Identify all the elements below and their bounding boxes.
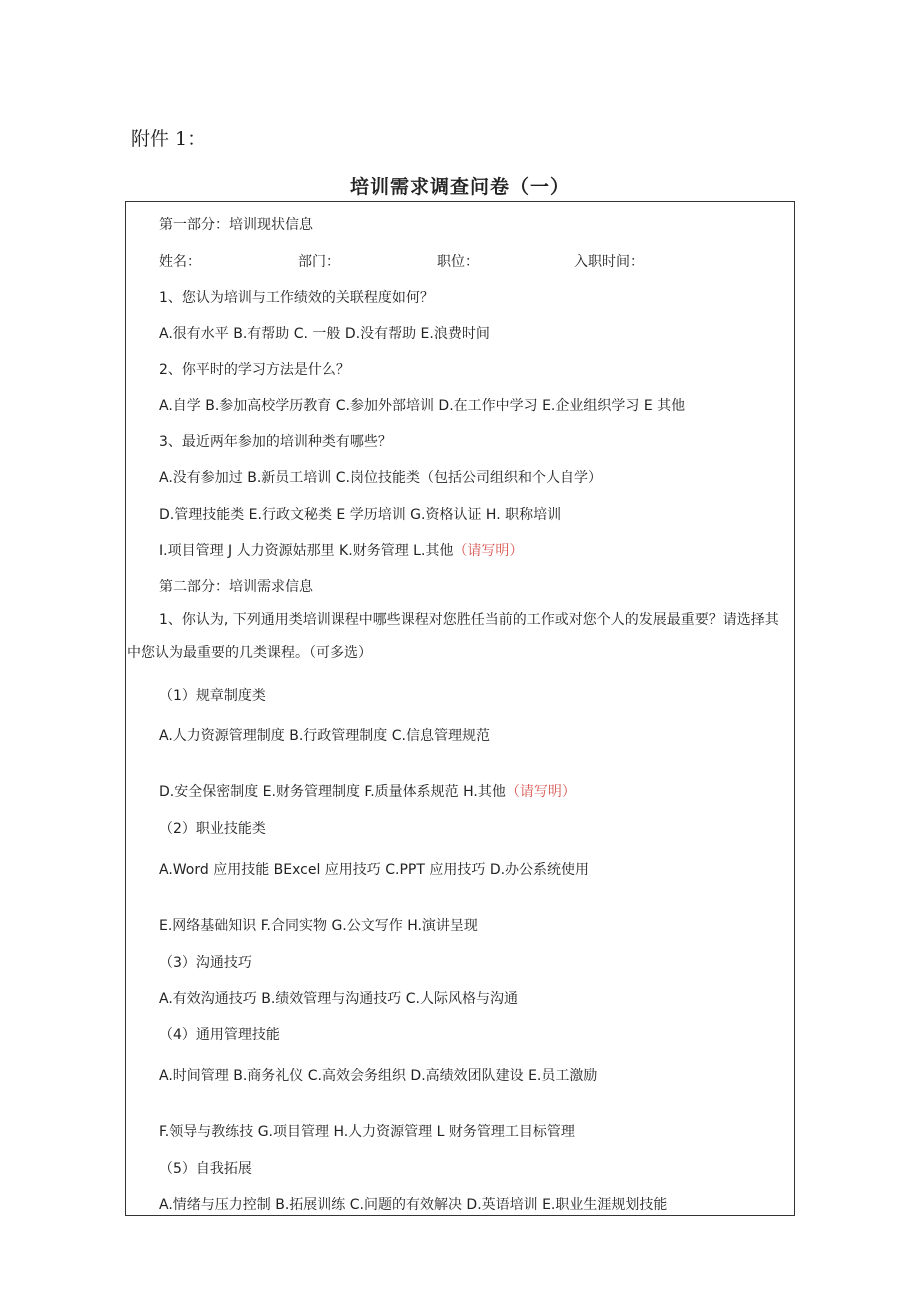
category-2-heading: （2）职业技能类: [159, 821, 266, 837]
p1-question-3: 3、最近两年参加的培训种类有哪些？: [159, 434, 392, 450]
options-text: D.安全保密制度 E.财务管理制度 F.质量体系规范 H.其他: [159, 784, 506, 800]
p1-question-1-options: A.很有水平 B.有帮助 C. 一般 D.没有帮助 E.浪费时间: [159, 326, 490, 342]
fill-in-note: （请写明）: [505, 784, 576, 800]
part2-heading: 第二部分：培训需求信息: [159, 579, 313, 595]
category-5-heading: （5）自我拓展: [159, 1161, 252, 1177]
p1-question-2-options: A.自学 B.参加高校学历教育 C.参加外部培训 D.在工作中学习 E.企业组织学习 E 其他: [159, 398, 686, 414]
p1-question-3-options-2: D.管理技能类 E.行政文秘类 E 学历培训 G.资格认证 H. 职称培训: [159, 507, 562, 523]
p1-question-2: 2、你平时的学习方法是什么？: [159, 362, 350, 378]
p2-question-1: 1、你认为, 下列通用类培训课程中哪些课程对您胜任当前的工作或对您个人的发展最重要？请选择其中您认为最重要的几类课程。（可多选）: [127, 612, 779, 661]
category-2-options-2: E.网络基础知识 F.合同实物 G.公文写作 H.演讲呈现: [159, 918, 478, 934]
category-1-options-2: [159, 782, 576, 802]
category-1-options-1: A.人力资源管理制度 B.行政管理制度 C.信息管理规范: [159, 728, 490, 744]
p1-question-3-options-1: A.没有参加过 B.新员工培训 C.岗位技能类（包括公司组织和个人自学）: [159, 470, 602, 486]
position-field-label: 职位：: [437, 254, 479, 270]
fill-in-note: （请写明）: [453, 543, 524, 559]
attachment-label: 附件 1：: [131, 128, 207, 150]
dept-field-label: 部门：: [298, 254, 340, 270]
p1-question-3-options-3: [159, 541, 523, 561]
questionnaire-frame: [125, 201, 795, 1216]
category-4-options-1: A.时间管理 B.商务礼仪 C.高效会务组织 D.高绩效团队建设 E.员工激励: [159, 1068, 598, 1084]
hire-date-field-label: 入职时间：: [574, 254, 644, 270]
category-5-options: A.情绪与压力控制 B.拓展训练 C.问题的有效解决 D.英语培训 E.职业生涯规划技能: [159, 1197, 668, 1213]
category-2-options-1: A.Word 应用技能 BExcel 应用技巧 C.PPT 应用技巧 D.办公系统使用: [159, 862, 590, 878]
part1-heading: 第一部分：培训现状信息: [159, 217, 313, 233]
options-text: I.项目管理 J 人力资源姑那里 K.财务管理 L.其他: [159, 543, 454, 559]
category-4-options-2: F.领导与教练技 G.项目管理 H.人力资源管理 L 财务管理工目标管理: [159, 1124, 575, 1140]
p1-question-1: 1、您认为培训与工作绩效的关联程度如何？: [159, 290, 434, 306]
category-4-heading: （4）通用管理技能: [159, 1027, 280, 1043]
category-1-heading: （1）规章制度类: [159, 688, 266, 704]
name-field-label: 姓名：: [159, 254, 201, 270]
document-title: 培训需求调查问卷（一）: [349, 176, 570, 198]
category-3-options: A.有效沟通技巧 B.绩效管理与沟通技巧 C.人际风格与沟通: [159, 991, 518, 1007]
category-3-heading: （3）沟通技巧: [159, 955, 252, 971]
